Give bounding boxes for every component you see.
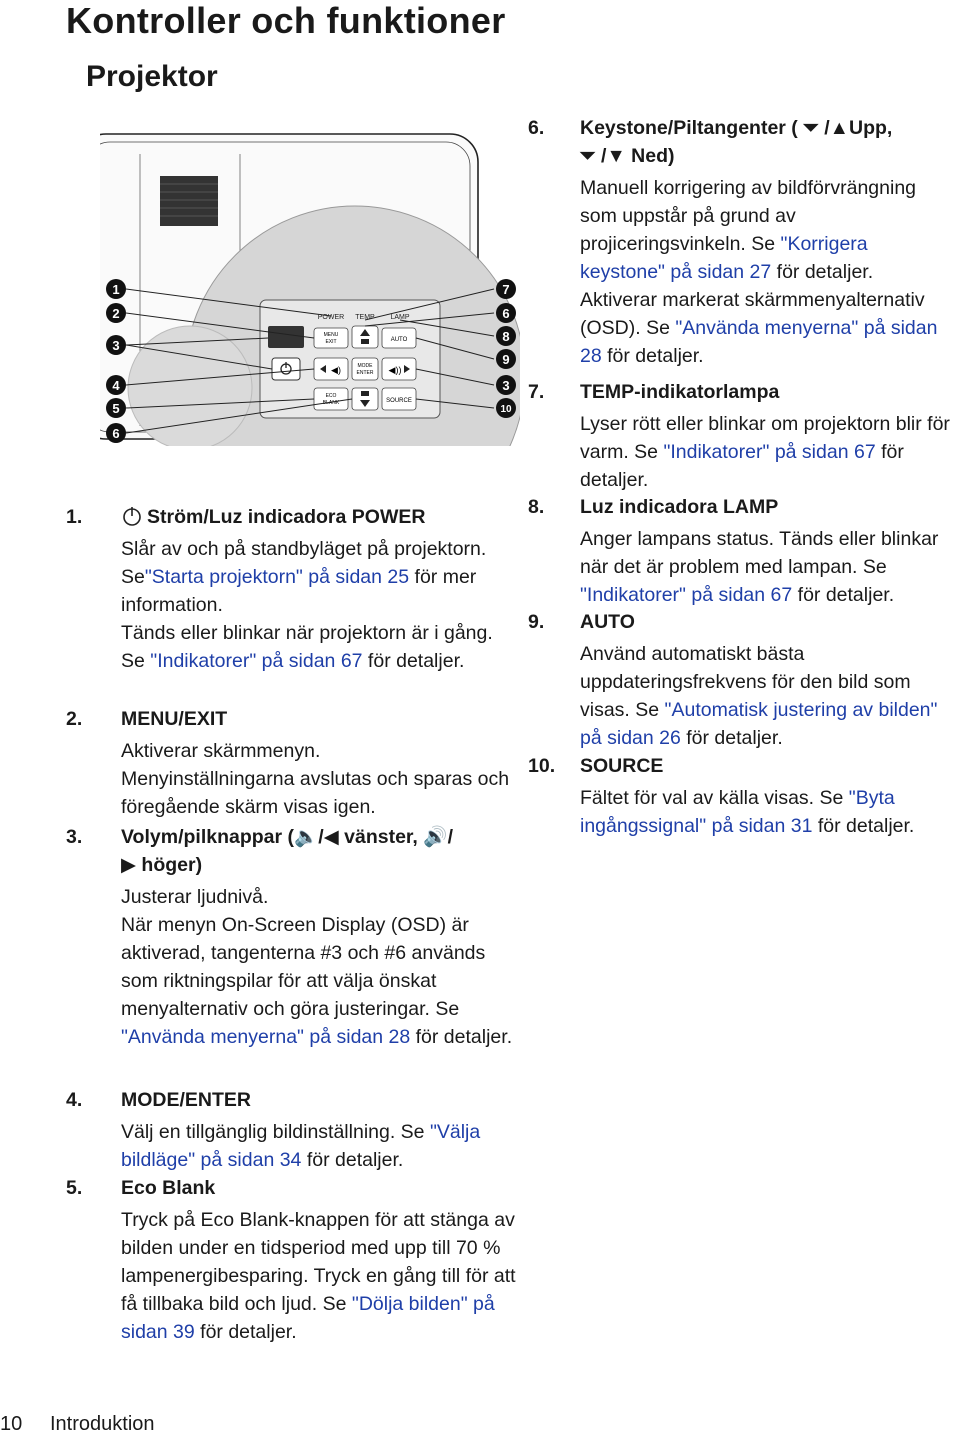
keystone-up-icon: ⏷ — [803, 117, 819, 139]
svg-text:3: 3 — [112, 338, 120, 353]
item-number: 9. — [528, 611, 545, 633]
link-byta-ingangssignal[interactable]: "Byta ingångssignal" på sidan 31 — [580, 787, 895, 837]
enter-label: ENTER — [356, 370, 374, 376]
projector-control-panel-diagram — [100, 126, 520, 446]
item-keystone: 6. Keystone/Piltangenter ( ⏷ /▲Upp, ⏷ /▼ Ned) Manuell korrigering av bildförvrängning som uppstår på grund av projiceringsvinkeln. Se "Korrigera keystone" på sidan 27 för detaljer. Aktiverar markerat skärmmenyalternativ (OSD). Se "Använda menyerna" på sidan 28 för detaljer. — [528, 114, 958, 370]
link-anvanda-menyerna[interactable]: "Använda menyerna" på sidan 28 — [121, 1026, 411, 1048]
item-title: Ström/Luz indicadora POWER — [147, 506, 426, 528]
svg-text:4: 4 — [112, 378, 120, 393]
keystone-down-icon: ⏷ — [580, 145, 596, 167]
link-starta-projektorn[interactable]: "Starta projektorn" på sidan 25 — [144, 566, 410, 588]
item-title: AUTO — [580, 611, 635, 633]
svg-text:8: 8 — [502, 329, 510, 344]
svg-text:9: 9 — [502, 352, 510, 367]
item-number: 1. — [66, 506, 83, 528]
lamp-label: LAMP — [390, 314, 410, 321]
item-number: 5. — [66, 1177, 83, 1199]
menu-label: MENU — [323, 332, 339, 338]
link-anvanda-menyerna-2[interactable]: "Använda menyerna" på sidan 28 — [580, 317, 938, 367]
link-automatisk-justering[interactable]: "Automatisk justering av bilden" på sidan 26 — [580, 699, 938, 749]
right-arrow-icon: ▶ — [121, 854, 136, 876]
temp-label: TEMP — [355, 314, 375, 321]
svg-text:◀): ◀) — [331, 365, 341, 375]
link-indikatorer-2[interactable]: "Indikatorer" på sidan 67 — [663, 441, 876, 463]
item-number: 2. — [66, 708, 83, 730]
svg-text:6: 6 — [502, 306, 510, 321]
up-arrow-icon: ▲ — [829, 117, 849, 139]
mode-label: MODE — [357, 363, 373, 369]
item-number: 7. — [528, 381, 545, 403]
item-volume: 3. Volym/pilknappar (🔈/◀ vänster, 🔊/ ▶ höger) Justerar ljudnivå. När menyn On-Screen Display (OSD) är aktiverad, tangenterna #3 och #6 används som riktningspilar för att välja önskat menyalternativ och göra justeringar. Se "Använda menyerna" på sidan 28 för detaljer. — [66, 823, 516, 1051]
item-eco-blank: 5. Eco Blank Tryck på Eco Blank-knappen för att stänga av bilden under en tidsperiod med upp till 70 % lampenergibesparing. Tryck en gång till för att få tillbaka bild och ljud. Se "Dölja bilden" på sidan 39 för detaljer. — [66, 1174, 516, 1346]
item-temp: 7. TEMP-indikatorlampa Lyser rött eller blinkar om projektorn blir för varm. Se "Indikatorer" på sidan 67 för detaljer. — [528, 378, 958, 494]
svg-text:6: 6 — [112, 426, 120, 441]
svg-text:◀)): ◀)) — [388, 365, 402, 375]
item-title: MENU/EXIT — [121, 708, 228, 730]
page-title: Kontroller och funktioner — [66, 0, 506, 41]
page-number: 10 — [0, 1413, 23, 1435]
down-arrow-icon: ▼ — [606, 145, 626, 167]
item-power: 1. Ström/Luz indicadora POWER Slår av och på standbyläget på projektorn. Se"Starta projektorn" på sidan 25 för mer information. Tänds eller blinkar när projektorn är i gång. Se "Indikatorer" på sidan 67 för detaljer. — [66, 503, 516, 675]
item-number: 6. — [528, 117, 545, 139]
item-title: SOURCE — [580, 755, 664, 777]
item-lamp: 8. Luz indicadora LAMP Anger lampans status. Tänds eller blinkar när det är problem med lampan. Se "Indikatorer" på sidan 67 för detaljer. — [528, 493, 958, 609]
blank-label: BLANK — [322, 400, 340, 406]
item-source: 10. SOURCE Fältet för val av källa visas. Se "Byta ingångssignal" på sidan 31 för detaljer. — [528, 752, 958, 840]
svg-text:1: 1 — [112, 282, 120, 297]
source-label: SOURCE — [386, 398, 412, 404]
exit-label: EXIT — [325, 339, 337, 345]
svg-text:10: 10 — [500, 404, 512, 415]
item-number: 8. — [528, 496, 545, 518]
item-title: Eco Blank — [121, 1177, 216, 1199]
item-title: Luz indicadora LAMP — [580, 496, 779, 518]
item-number: 10. — [528, 755, 556, 777]
power-label: POWER — [317, 314, 345, 321]
item-title: TEMP-indikatorlampa — [580, 381, 780, 403]
volume-down-icon: 🔈 — [294, 826, 319, 848]
item-mode-enter: 4. MODE/ENTER Välj en tillgänglig bildinställning. Se "Välja bildläge" på sidan 34 för detaljer. — [66, 1086, 516, 1174]
link-valja-bildlage[interactable]: "Välja bildläge" på sidan 34 — [121, 1121, 481, 1171]
link-korrigera-keystone[interactable]: "Korrigera keystone" på sidan 27 — [580, 233, 868, 283]
eco-label: ECO — [325, 393, 337, 399]
volume-up-icon: 🔊 — [423, 826, 448, 848]
link-indikatorer[interactable]: "Indikatorer" på sidan 67 — [150, 650, 363, 672]
item-menu-exit: 2. MENU/EXIT Aktiverar skärmmenyn. Menyinställningarna avslutas och sparas och föregående skärm visas igen. — [66, 705, 516, 821]
link-dolja-bilden[interactable]: "Dölja bilden" på sidan 39 — [121, 1293, 495, 1343]
svg-text:7: 7 — [502, 282, 510, 297]
section-subtitle: Projektor — [86, 60, 218, 93]
auto-label: AUTO — [390, 337, 408, 343]
item-auto: 9. AUTO Använd automatiskt bästa uppdateringsfrekvens för den bild som visas. Se "Automatisk justering av bilden" på sidan 26 för detaljer. — [528, 608, 958, 752]
link-indikatorer-3[interactable]: "Indikatorer" på sidan 67 — [580, 584, 793, 606]
footer-section: Introduktion — [50, 1413, 155, 1435]
item-number: 3. — [66, 826, 83, 848]
item-title: MODE/ENTER — [121, 1089, 252, 1111]
item-number: 4. — [66, 1089, 83, 1111]
svg-text:2: 2 — [112, 306, 120, 321]
left-arrow-icon: ◀ — [323, 826, 339, 848]
svg-text:3: 3 — [502, 378, 510, 393]
svg-text:5: 5 — [112, 401, 120, 416]
power-icon — [121, 505, 143, 527]
